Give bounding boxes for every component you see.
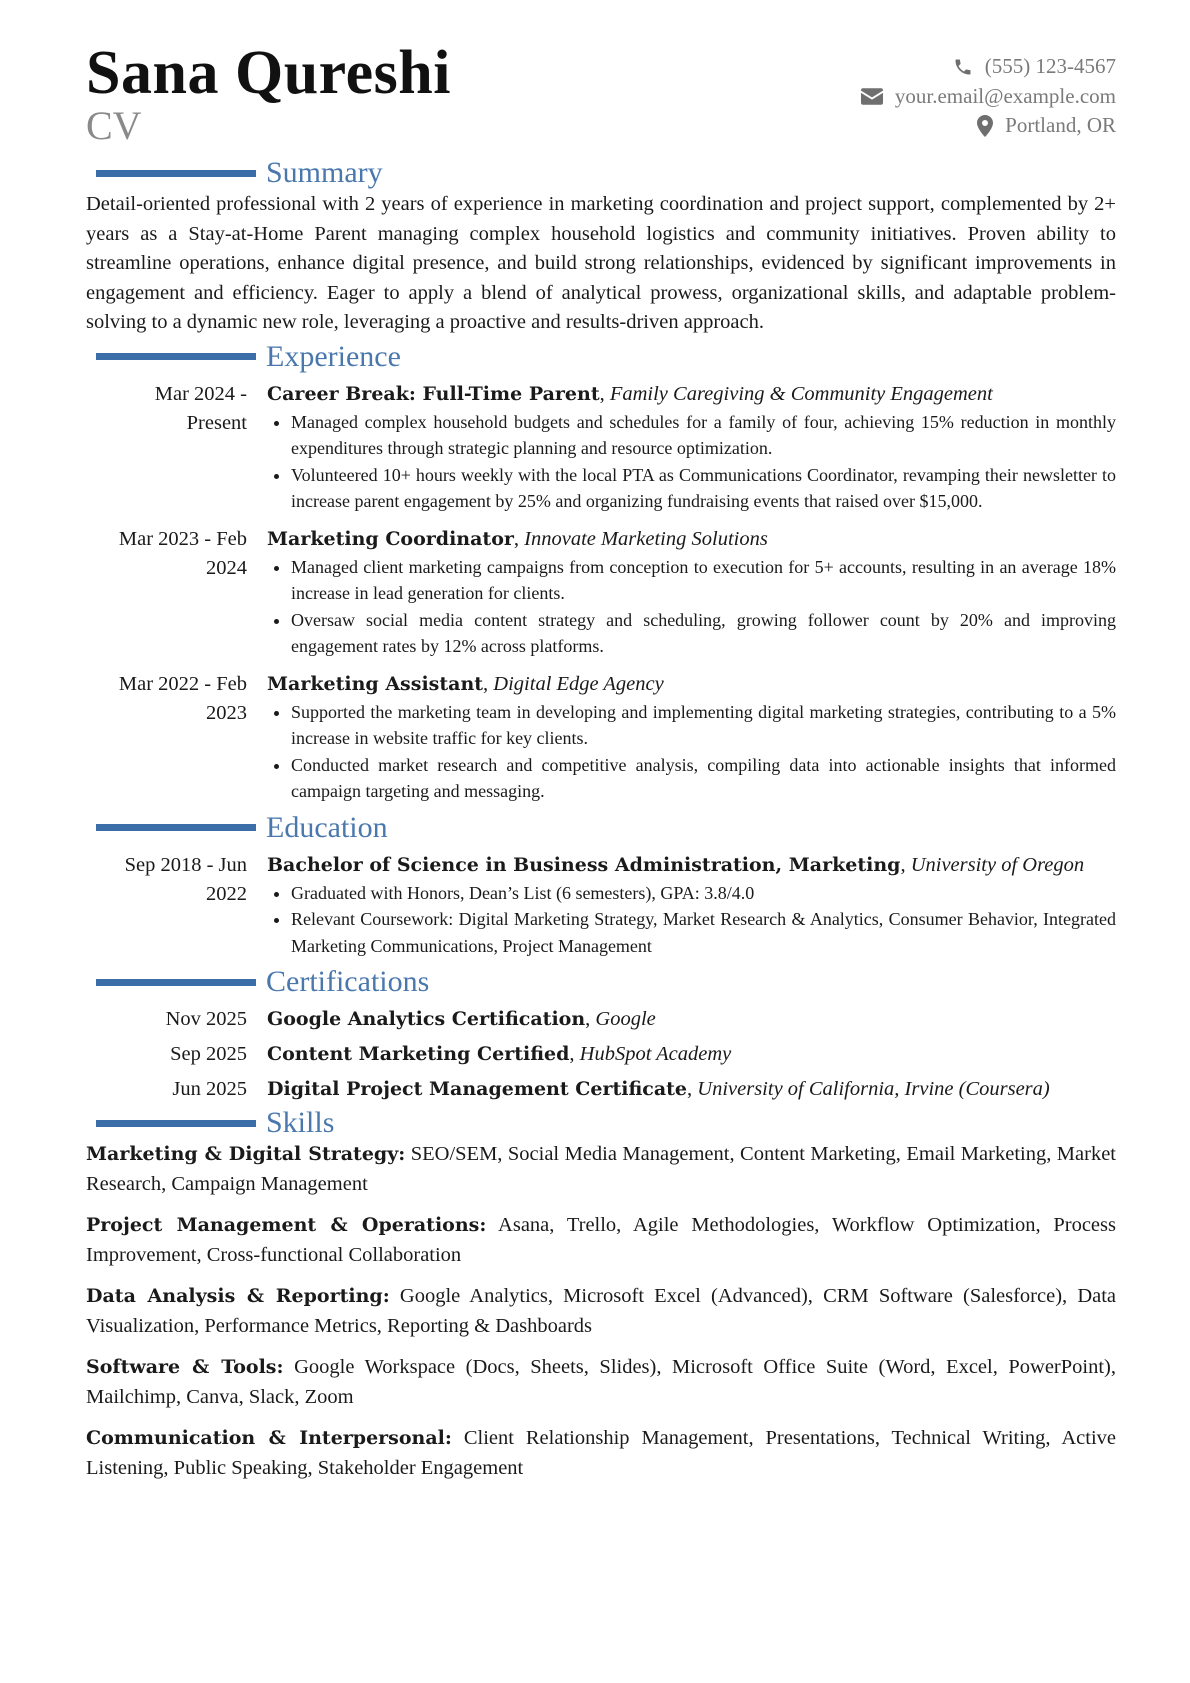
entry-date: Sep 2018 - Jun 2022 <box>124 853 247 905</box>
map-pin-icon <box>977 115 993 137</box>
entry-date: Mar 2023 - Feb 2024 <box>118 527 247 579</box>
entry-date: Jun 2025 <box>172 1078 247 1100</box>
experience-entry <box>86 670 1116 805</box>
skill-group <box>86 1424 1116 1483</box>
cv-page <box>86 38 1116 1495</box>
job-title: Career Break: Full-Time Parent <box>267 382 600 405</box>
entry-heading: Marketing Assistant, Digital Edge Agency <box>267 672 664 695</box>
cv-header <box>86 38 1116 156</box>
issuer: HubSpot Academy <box>579 1043 732 1065</box>
experience-entry <box>86 525 1116 660</box>
job-title: Marketing Assistant <box>267 672 484 695</box>
degree-title: Bachelor of Science in Business Administration, Marketing <box>267 853 901 876</box>
section-heading-summary <box>96 156 1116 190</box>
entry-heading: Digital Project Management Certificate, University of California, Irvine (Coursera) <box>267 1078 1050 1100</box>
bullet-list <box>267 880 1116 960</box>
skill-group <box>86 1353 1116 1412</box>
certification-entry <box>86 1005 1116 1034</box>
certification-title: Google Analytics Certification <box>267 1008 586 1030</box>
skill-items: Asana, Trello, Agile Methodologies, Workflow Optimization, Process Improvement, Cross-functional Collaboration <box>86 1214 1116 1266</box>
certification-title: Content Marketing Certified <box>267 1043 570 1065</box>
list-item: • Oversaw social media content strategy and scheduling, growing follower count by 20% and improving engagement rates by 12% across platforms. <box>291 607 1116 660</box>
phone-text: (555) 123-4567 <box>984 54 1116 79</box>
skill-category: Project Management & Operations: <box>86 1214 487 1236</box>
list-item: • Managed complex household budgets and schedules for a family of four, achieving 15% reduction in monthly expenditures through strategic planning and resource optimization. <box>291 409 1116 462</box>
certification-entry <box>86 1075 1116 1104</box>
certification-title: Digital Project Management Certificate <box>267 1078 688 1100</box>
phone-icon <box>953 57 973 77</box>
list-item: • Volunteered 10+ hours weekly with the local PTA as Communications Coordinator, revamping their newsletter to increase parent engagement by 25% and organizing fundraising events that raised over $15,000. <box>291 462 1116 515</box>
section-rule <box>96 170 256 177</box>
section-title: Skills <box>266 1106 335 1139</box>
organization: Digital Edge Agency <box>493 672 664 695</box>
skill-items: Google Analytics, Microsoft Excel (Advanced), CRM Software (Salesforce), Data Visualization, Performance Metrics, Reporting & Dashboards <box>86 1285 1117 1337</box>
bullet-list <box>267 409 1116 515</box>
section-rule <box>96 353 256 360</box>
candidate-name: Sana Qureshi <box>86 39 451 107</box>
list-item: • Supported the marketing team in developing and implementing digital marketing strategies, contributing to a 5% increase in website traffic for key clients. <box>291 699 1116 752</box>
entry-date: Sep 2025 <box>170 1043 247 1065</box>
skill-group <box>86 1282 1116 1341</box>
section-rule <box>96 1120 256 1127</box>
entry-date: Nov 2025 <box>165 1008 247 1030</box>
issuer: University of California, Irvine (Coursera) <box>697 1078 1050 1100</box>
entry-date: Mar 2024 - Present <box>154 382 247 434</box>
entry-heading: Bachelor of Science in Business Administration, Marketing, University of Oregon <box>267 853 1085 876</box>
section-title: Summary <box>266 156 383 189</box>
location-text: Portland, OR <box>1005 113 1116 138</box>
skill-group <box>86 1211 1116 1270</box>
list-item: • Relevant Coursework: Digital Marketing Strategy, Market Research & Analytics, Consumer Behavior, Integrated Marketing Communications, Project Management <box>291 906 1116 959</box>
document-subtitle: CV <box>86 103 142 148</box>
institution: University of Oregon <box>910 853 1085 876</box>
skill-category: Marketing & Digital Strategy: <box>86 1143 406 1165</box>
entry-heading: Content Marketing Certified, HubSpot Academy <box>267 1043 732 1065</box>
envelope-icon <box>861 88 883 105</box>
skill-category: Software & Tools: <box>86 1356 284 1378</box>
skill-items: Client Relationship Management, Presentations, Technical Writing, Active Listening, Public Speaking, Stakeholder Engagement <box>86 1427 1116 1479</box>
organization: Innovate Marketing Solutions <box>524 527 768 550</box>
email-text: your.email@example.com <box>894 83 1116 108</box>
list-item: • Conducted market research and competitive analysis, compiling data into actionable insights that informed campaign targeting and messaging. <box>291 752 1116 805</box>
skill-items: SEO/SEM, Social Media Management, Content Marketing, Email Marketing, Market Research, Campaign Management <box>86 1143 1116 1195</box>
skill-items: Google Workspace (Docs, Sheets, Slides), Microsoft Office Suite (Word, Excel, PowerPoint), Mailchimp, Canva, Slack, Zoom <box>86 1356 1117 1408</box>
entry-heading: Career Break: Full-Time Parent, Family Caregiving & Community Engagement <box>267 382 993 405</box>
section-title: Certifications <box>266 965 430 998</box>
entry-date: Mar 2022 - Feb 2023 <box>118 672 247 724</box>
bullet-list <box>267 699 1116 805</box>
skill-group <box>86 1140 1116 1199</box>
section-rule <box>96 824 256 831</box>
certification-entry <box>86 1040 1116 1069</box>
section-heading-skills <box>96 1106 1116 1140</box>
education-entry <box>86 851 1116 960</box>
bullet-list <box>267 554 1116 660</box>
job-title: Marketing Coordinator <box>267 527 514 550</box>
contact-phone[interactable] <box>861 52 1116 82</box>
section-title: Experience <box>266 339 401 373</box>
section-heading-education <box>96 811 1116 845</box>
contact-block <box>861 52 1116 141</box>
entry-heading: Google Analytics Certification, Google <box>267 1008 656 1030</box>
section-heading-certifications <box>96 965 1116 999</box>
section-title: Education <box>266 810 388 844</box>
summary-text: Detail-oriented professional with 2 years of experience in marketing coordination and project support, complemented by 2+ years as a Stay-at-Home Parent managing complex household logistics and community initiatives. Proven ability to streamline operations, enhance digital presence, and build strong relationships, evidenced by significant improvements in engagement and efficiency. Eager to apply a blend of analytical prowess, organizational skills, and adaptable problem-solving to a dynamic new role, leveraging a proactive and results-driven approach. <box>86 193 1116 333</box>
issuer: Google <box>595 1008 656 1030</box>
skill-category: Communication & Interpersonal: <box>86 1427 452 1449</box>
list-item: • Managed client marketing campaigns from conception to execution for 5+ accounts, resulting in an average 18% increase in lead generation for clients. <box>291 554 1116 607</box>
entry-heading: Marketing Coordinator, Innovate Marketing Solutions <box>267 527 768 550</box>
experience-entry <box>86 380 1116 515</box>
list-item: • Graduated with Honors, Dean’s List (6 semesters), GPA: 3.8/4.0 <box>291 880 1116 907</box>
contact-email[interactable] <box>861 82 1116 112</box>
section-rule <box>96 979 256 986</box>
skill-category: Data Analysis & Reporting: <box>86 1285 390 1307</box>
organization: Family Caregiving & Community Engagement <box>609 382 993 405</box>
section-heading-experience <box>96 340 1116 374</box>
contact-location <box>861 111 1116 141</box>
